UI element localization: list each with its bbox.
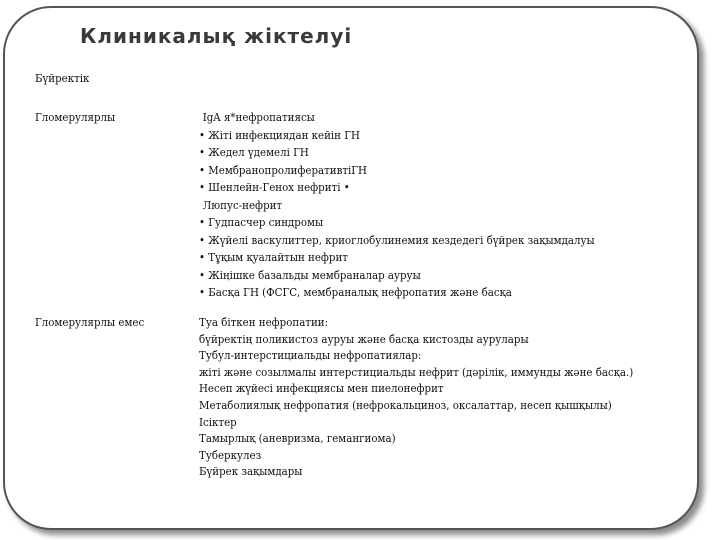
list-item: • Тұқым қуалайтын нефрит <box>199 251 348 264</box>
non-glomerular-list <box>199 314 633 480</box>
list-item: Люпус-нефрит <box>202 198 283 212</box>
glomerular-list <box>199 109 595 302</box>
list-item: жіті және созылмалы интерстициальды нефрит (дәрілік, иммунды және басқа.) <box>199 365 634 379</box>
list-item: Несеп жүйесі инфекциясы мен пиелонефрит <box>199 382 444 396</box>
list-item: • Басқа ГН (ФСГС, мембраналық нефропатия және басқа <box>199 286 512 299</box>
list-item: Тамырлық (аневризма, гемангиома) <box>199 432 396 446</box>
list-item: • Гудпасчер синдромы <box>199 216 324 229</box>
list-item: Метаболиялық нефропатия (нефрокальциноз, оксалаттар, несеп қышқылы) <box>199 398 612 412</box>
list-item: IgA я*нефропатиясы <box>202 111 315 124</box>
slide-title: Клиникалық жіктелуі <box>80 24 353 48</box>
list-item: Ісіктер <box>199 415 237 429</box>
list-item: Тубул-интерстициальды нефропатиялар: <box>199 349 422 363</box>
list-item: • Жедел үдемелі ГН <box>199 146 309 159</box>
list-item: • Жіңішке базальды мембраналар ауруы <box>199 268 421 282</box>
label-kidney: Бүйректік <box>35 72 90 85</box>
label-non-glomerular: Гломерулярлы емес <box>35 316 145 329</box>
list-item: бүйректің поликистоз ауруы және басқа кистозды аурулары <box>199 332 529 346</box>
list-item: • МембранопролиферативтіГН <box>199 163 367 177</box>
list-item: Туберкулез <box>199 448 262 462</box>
list-item: Туа біткен нефропатии: <box>199 316 329 329</box>
list-item: • Шенлейн-Генох нефриті • <box>199 181 350 194</box>
label-glomerular: Гломерулярлы <box>35 111 116 124</box>
list-item: Бүйрек зақымдары <box>199 465 303 479</box>
list-item: • Жүйелі васкулиттер, криоглобулинемия кездедегі бүйрек зақымдалуы <box>199 233 595 247</box>
list-item: • Жіті инфекциядан кейін ГН <box>199 128 360 142</box>
